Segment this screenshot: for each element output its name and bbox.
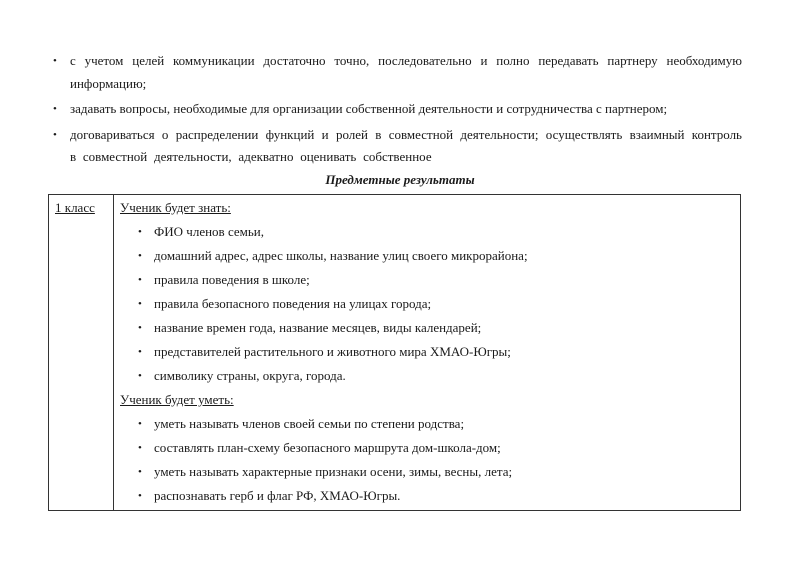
grade-label: 1 класс [55, 200, 95, 215]
list-item-text: правила поведения в школе; [154, 272, 310, 287]
list-item-text: составлять план-схему безопасного маршрута дом-школа-дом; [154, 440, 501, 455]
bullet-icon: • [138, 226, 142, 238]
bullet-icon: • [138, 250, 142, 262]
know-heading [120, 198, 740, 222]
list-item-text: название времен года, название месяцев, виды календарей; [154, 320, 482, 335]
list-item-text: символику страны, округа, города. [154, 368, 346, 383]
bullet-icon: • [138, 274, 142, 286]
list-item-text: ФИО членов семьи, [154, 224, 264, 239]
list-item-text: правила безопасного поведения на улицах города; [154, 296, 432, 311]
bullet-icon: • [138, 322, 142, 334]
section-title: Предметные результаты [325, 172, 475, 187]
list-item [120, 438, 740, 462]
list-item [120, 318, 740, 342]
know-heading-text: Ученик будет знать: [120, 200, 231, 215]
list-item-text: распознавать герб и флаг РФ, ХМАО-Югры. [154, 488, 401, 503]
intro-item-text: задавать вопросы, необходимые для организации собственной деятельности и сотрудничества с партнером; [70, 101, 668, 116]
bullet-icon: • [138, 370, 142, 382]
communication-skills-list [50, 50, 742, 172]
intro-list-item [50, 98, 742, 121]
grade-cell [49, 195, 114, 511]
know-list [120, 222, 740, 390]
list-item [120, 462, 740, 486]
table-row [49, 195, 741, 511]
can-heading-text: Ученик будет уметь: [120, 392, 234, 407]
subject-results-table [48, 194, 741, 511]
bullet-icon: • [138, 298, 142, 310]
bullet-icon: • [138, 490, 142, 502]
intro-item-text: договариваться о распределении функций и ролей в совместной деятельности; осуществлять взаимный контроль в совместной деятельности, адекватно оценивать собственное [70, 126, 742, 164]
list-item-text: домашний адрес, адрес школы, название улиц своего микрорайона; [154, 248, 528, 263]
list-item [120, 486, 740, 510]
bullet-icon: • [138, 466, 142, 478]
bullet-icon: • [53, 128, 57, 141]
can-heading [120, 390, 740, 414]
list-item [120, 270, 740, 294]
list-item-text: уметь называть характерные признаки осени, зимы, весны, лета; [154, 464, 513, 479]
list-item [120, 246, 740, 270]
results-cell [114, 195, 741, 511]
can-list [120, 414, 740, 510]
bullet-icon: • [53, 55, 57, 67]
list-item-text: представителей растительного и животного мира ХМАО-Югры; [154, 344, 511, 359]
intro-list-item [50, 50, 742, 95]
bullet-icon: • [138, 346, 142, 358]
bullet-icon: • [138, 442, 142, 454]
list-item [120, 414, 740, 438]
bullet-icon: • [138, 418, 142, 430]
intro-list-item [50, 124, 742, 169]
list-item [120, 366, 740, 390]
list-item [120, 342, 740, 366]
bullet-icon: • [53, 103, 57, 115]
list-item [120, 222, 740, 246]
list-item [120, 294, 740, 318]
list-item-text: уметь называть членов своей семьи по степени родства; [154, 416, 465, 431]
intro-item-text: с учетом целей коммуникации достаточно точно, последовательно и полно передавать партнеру необходимую информацию; [70, 53, 742, 91]
